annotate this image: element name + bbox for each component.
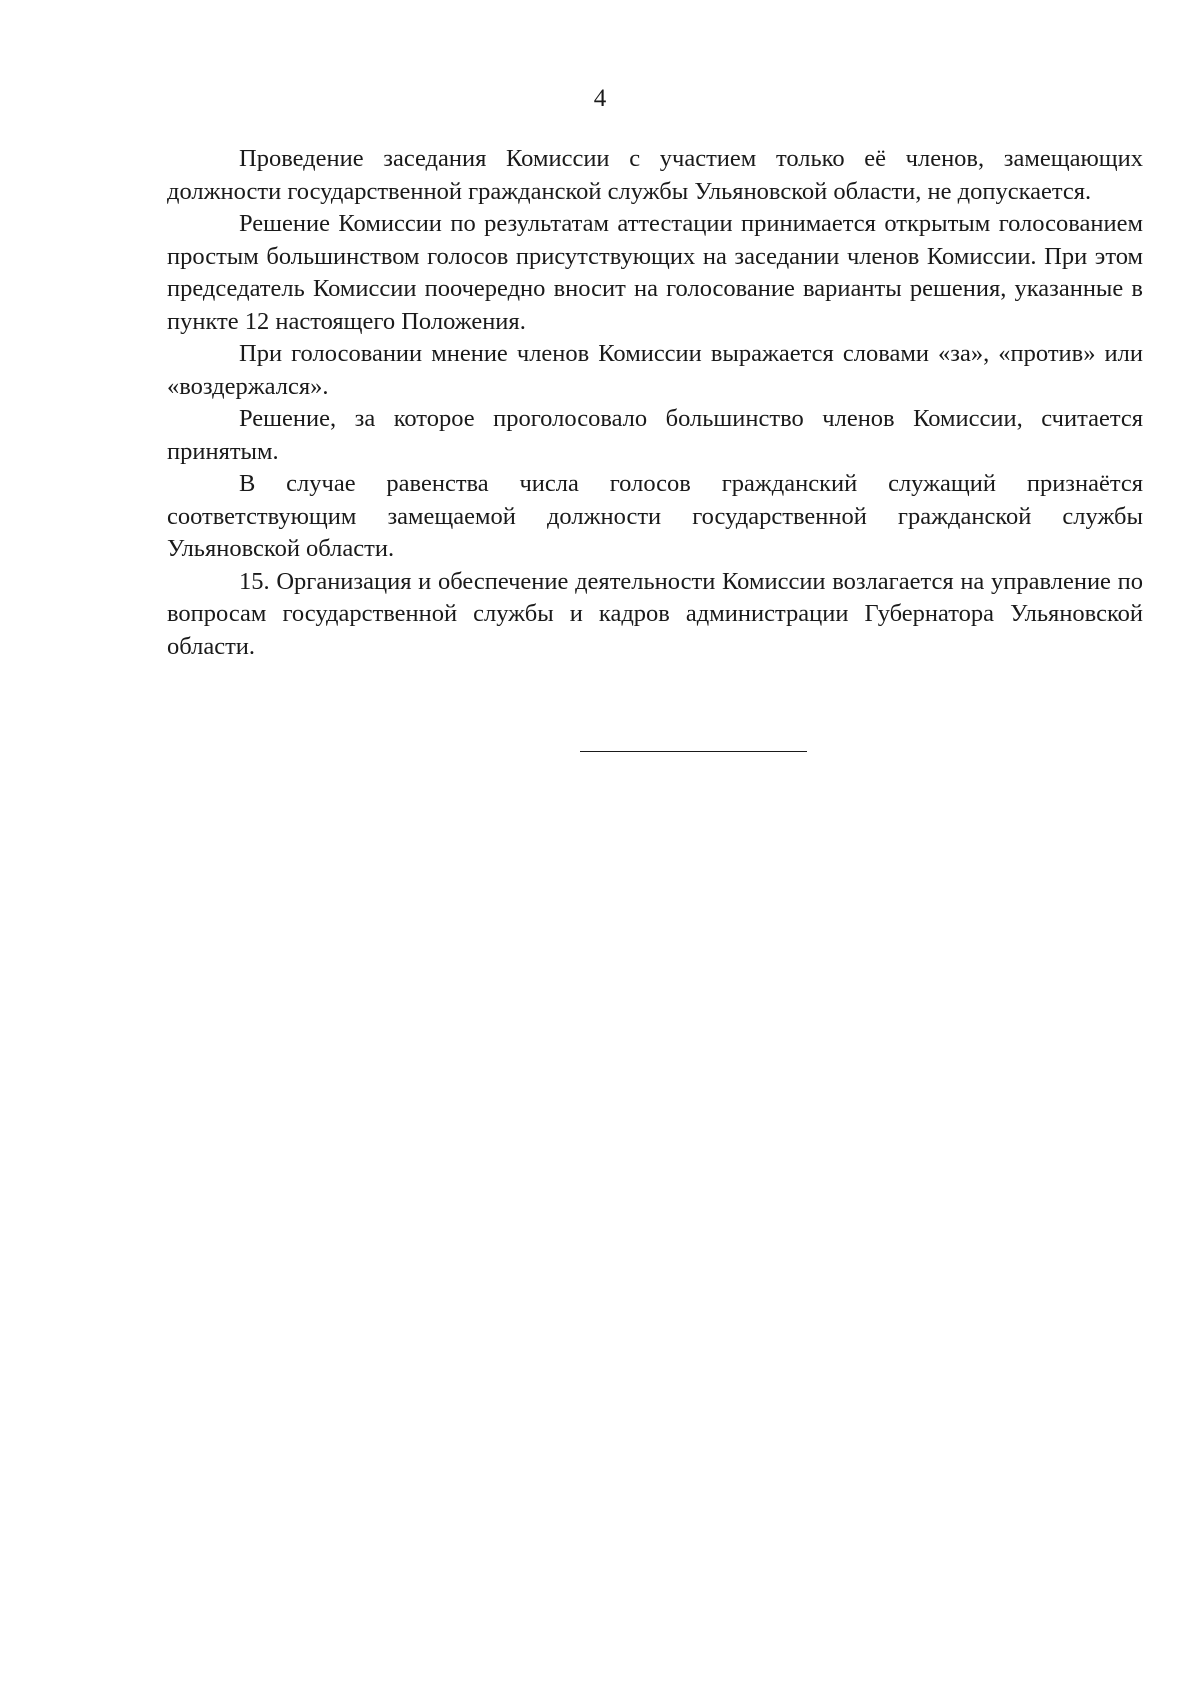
paragraph-item-15-organization: 15. Организация и обеспечение деятельности Комиссии возлагается на управление по вопросам государственной службы и кадров администрации Губернатора Ульяновской области.	[167, 567, 1143, 660]
end-of-document-line	[580, 751, 807, 752]
document-body	[167, 143, 1143, 663]
paragraph-majority-decision: Решение, за которое проголосовало большинство членов Комиссии, считается принятым.	[167, 405, 1143, 465]
paragraph-vote-wording: При голосовании мнение членов Комиссии выражается словами «за», «против» или «воздержался».	[167, 340, 1143, 400]
paragraph-meeting-quorum: Проведение заседания Комиссии с участием только её членов, замещающих должности государственной гражданской службы Ульяновской области, не допускается.	[167, 145, 1143, 205]
paragraph-tie-vote: В случае равенства числа голосов гражданский служащий признаётся соответствующим замещаемой должности государственной гражданской службы Ульяновской области.	[167, 470, 1143, 562]
page-number: 4	[593, 85, 607, 112]
paragraph-decision-voting: Решение Комиссии по результатам аттестации принимается открытым голосованием простым большинством голосов присутствующих на заседании членов Комиссии. При этом председатель Комиссии поочередно вносит на голосование варианты решения, указанные в пункте 12 настоящего Положения.	[167, 210, 1143, 335]
